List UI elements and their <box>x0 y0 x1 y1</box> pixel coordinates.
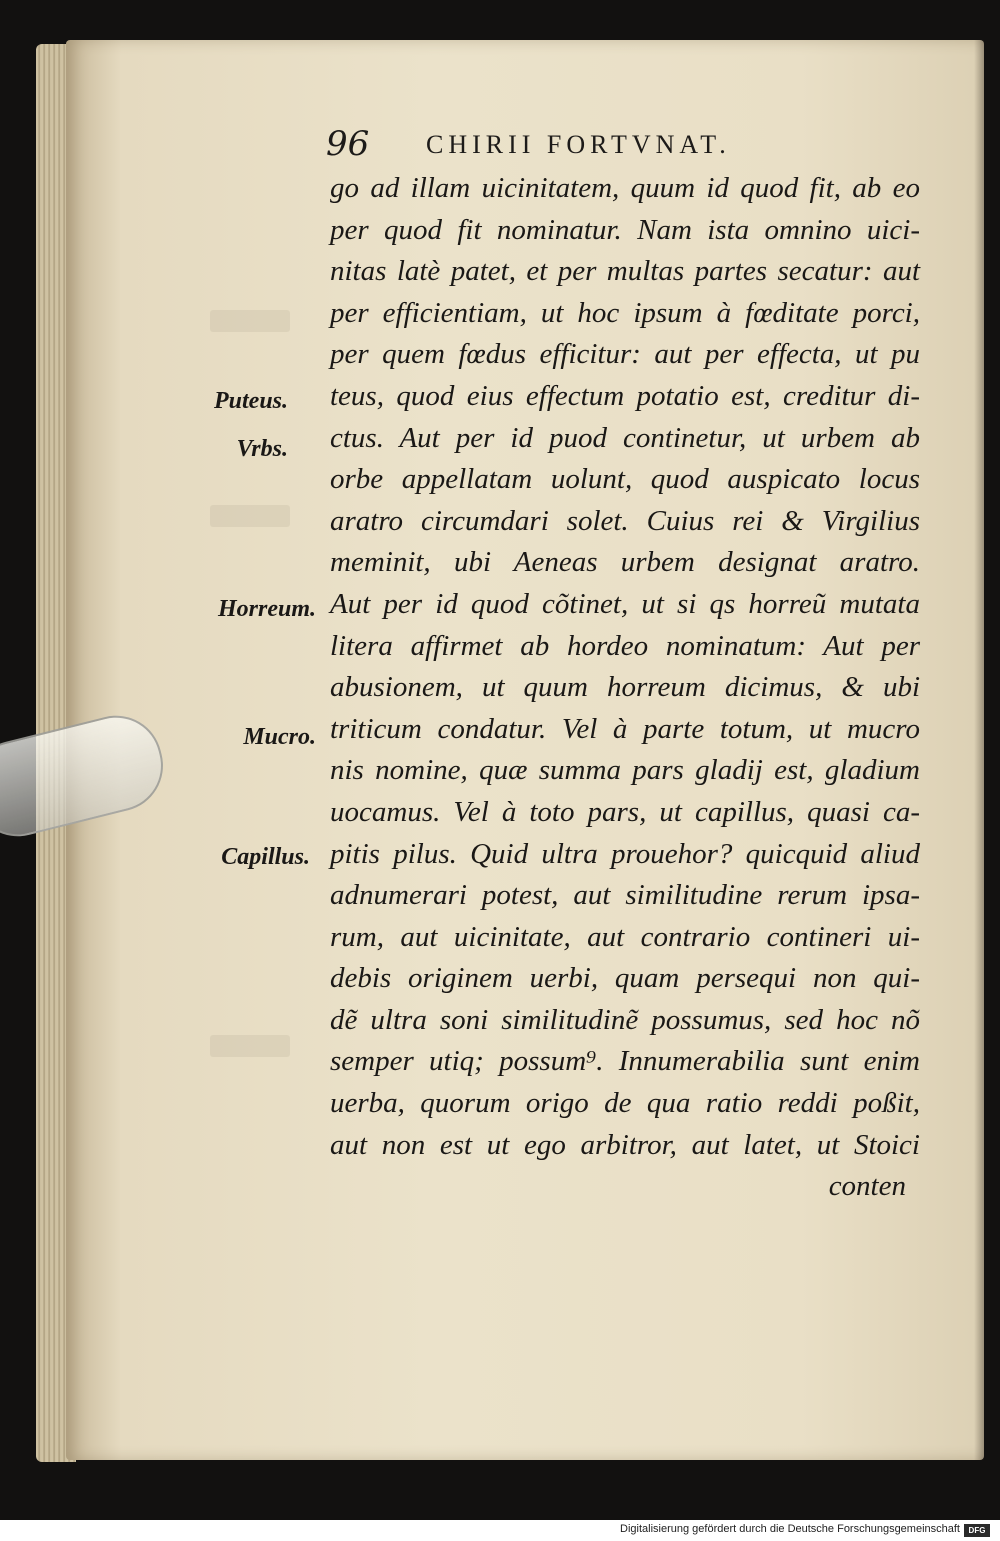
text-line: triticum condatur. Vel à parte totum, ut mucro <box>330 712 920 745</box>
marginal-note-vrbs: Vrbs. <box>236 436 288 462</box>
marginal-note-mucro: Mucro. <box>243 724 316 750</box>
funding-credit: Digitalisierung gefördert durch die Deutsche Forschungsgemeinschaft <box>620 1523 960 1535</box>
text-line: aratro circumdari solet. Cuius rei & Virgilius <box>330 504 920 537</box>
bleed-through-mark <box>210 1035 290 1057</box>
text-line: ctus. Aut per id puod continetur, ut urbem ab <box>330 421 920 454</box>
page-header <box>326 124 926 164</box>
text-line: uocamus. Vel à toto pars, ut capillus, quasi ca- <box>330 795 920 828</box>
text-line: nis nomine, quæ summa pars gladij est, gladium <box>330 754 920 787</box>
dfg-logo: DFG <box>964 1524 990 1537</box>
text-line: nitas latè patet, et per multas partes secatur: aut <box>330 255 920 288</box>
bleed-through-mark <box>210 310 290 332</box>
marginal-note-puteus: Puteus. <box>213 388 288 414</box>
text-line: per efficientiam, ut hoc ipsum à fœditate porci, <box>330 296 920 329</box>
text-line: litera affirmet ab hordeo nominatum: Aut per <box>330 629 920 662</box>
text-line: Aut per id quod cõtinet, ut si qs horreũ mutata <box>330 587 920 620</box>
text-line: debis originem uerbi, quam persequi non qui- <box>330 962 920 995</box>
digitization-footer <box>0 1520 1000 1541</box>
body-text <box>330 172 920 1212</box>
text-line: aut non est ut ego arbitror, aut latet, ut Stoici <box>330 1128 920 1161</box>
text-line: pitis pilus. Quid ultra prouehor? quicquid aliud <box>330 837 920 870</box>
text-line: uerba, quorum origo de qua ratio reddi poßit, <box>330 1087 920 1120</box>
catchword: conten <box>828 1170 906 1203</box>
page-gutter-shadow <box>974 40 984 1460</box>
text-line: orbe appellatam uolunt, quod auspicato locus <box>330 463 920 496</box>
text-line: per quem fœdus efficitur: aut per effecta, ut pu <box>330 338 920 371</box>
marginal-note-capillus: Capillus. <box>221 844 310 870</box>
text-line: go ad illam uicinitatem, quum id quod fit, ab eo <box>330 172 920 204</box>
bleed-through-mark <box>210 505 290 527</box>
text-line: semper utiq; possum⁹. Innumerabilia sunt enim <box>330 1045 920 1078</box>
running-title: CHIRII FORTVNAT. <box>426 130 731 159</box>
marginal-note-horreum: Horreum. <box>217 596 316 622</box>
text-line: rum, aut uicinitate, aut contrario contineri ui- <box>330 920 920 953</box>
page-number: 96 <box>326 124 370 164</box>
text-line: adnumerari potest, aut similitudine rerum ipsa- <box>330 879 920 912</box>
text-line: abusionem, ut quum horreum dicimus, & ubi <box>330 671 920 704</box>
text-line: per quod fit nominatur. Nam ista omnino uici- <box>330 213 920 246</box>
text-line: teus, quod eius effectum potatio est, creditur di- <box>330 379 920 412</box>
text-line: meminit, ubi Aeneas urbem designat aratro. <box>330 546 920 579</box>
text-line: dẽ ultra soni similitudinẽ possumus, sed hoc nõ <box>330 1003 920 1036</box>
